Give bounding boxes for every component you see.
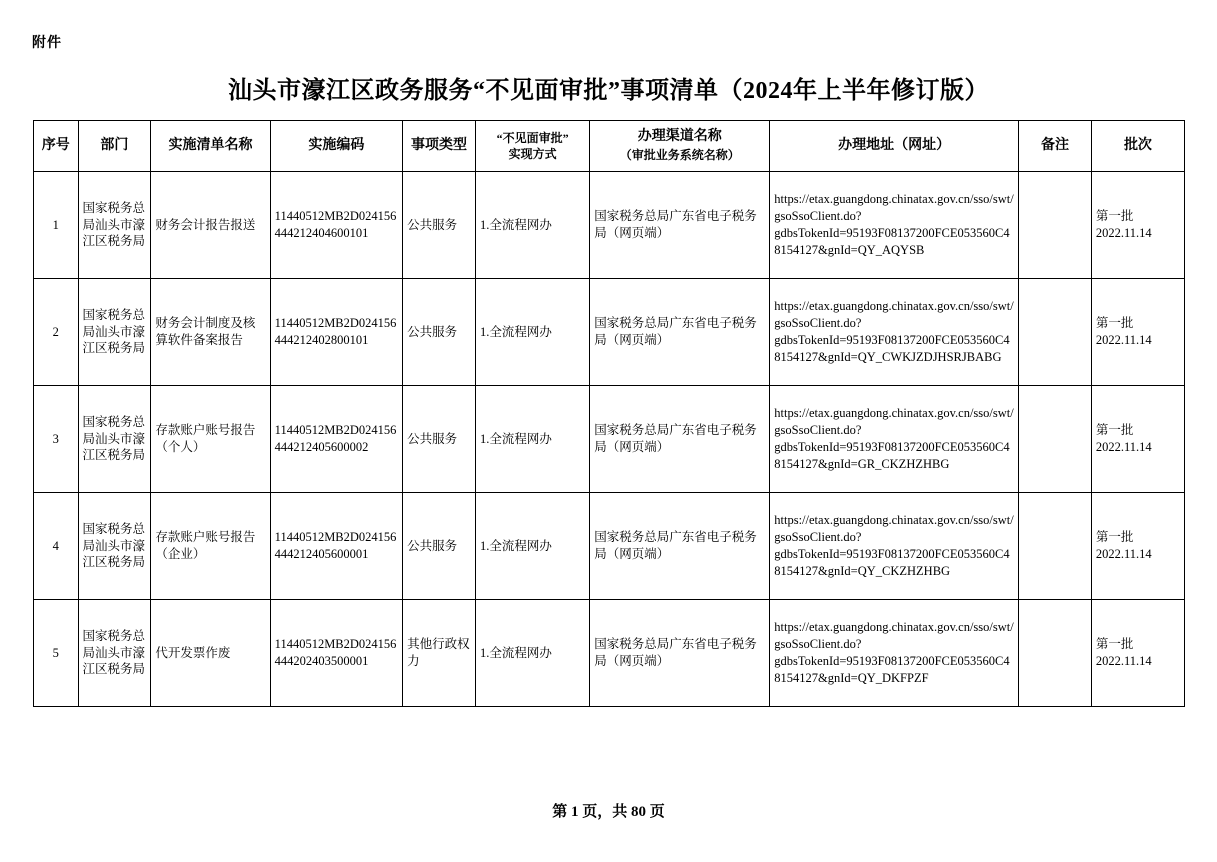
header-channel-line2: （审批业务系统名称） xyxy=(619,148,740,163)
cell-code: 11440512MB2D024156444202403500001 xyxy=(270,600,402,707)
cell-batch-line1: 第一批 xyxy=(1095,423,1134,438)
cell-channel: 国家税务总局广东省电子税务局（网页端） xyxy=(590,172,770,279)
header-way-line2: 实现方式 xyxy=(508,147,557,161)
header-channel xyxy=(590,121,770,172)
cell-dept: 国家税务总局汕头市濠江区税务局 xyxy=(78,386,151,493)
cell-code: 11440512MB2D024156444212404600101 xyxy=(270,172,402,279)
header-remark: 备注 xyxy=(1019,121,1092,172)
header-batch: 批次 xyxy=(1091,121,1184,172)
header-way-line1: “不见面审批” xyxy=(496,130,569,145)
cell-batch-line2: 2022.11.14 xyxy=(1095,226,1152,240)
cell-batch-line1: 第一批 xyxy=(1095,637,1134,652)
cell-type: 公共服务 xyxy=(403,493,476,600)
cell-type: 公共服务 xyxy=(403,386,476,493)
cell-batch xyxy=(1091,172,1184,279)
cell-index: 4 xyxy=(34,493,79,600)
cell-code: 11440512MB2D024156444212405600001 xyxy=(270,493,402,600)
cell-channel: 国家税务总局广东省电子税务局（网页端） xyxy=(590,279,770,386)
table-header-row xyxy=(34,121,1185,172)
cell-code: 11440512MB2D024156444212402800101 xyxy=(270,279,402,386)
cell-name: 存款账户账号报告（企业） xyxy=(151,493,270,600)
cell-url: https://etax.guangdong.chinatax.gov.cn/sso/swt/gsoSsoClient.do?gdbsTokenId=95193F08137200FCE053560C48154127&gnId=QY_CWKJZDJHSRJBABG xyxy=(770,279,1019,386)
cell-way: 1.全流程网办 xyxy=(475,493,589,600)
header-way xyxy=(475,121,589,172)
table-row xyxy=(34,493,1185,600)
cell-name: 代开发票作废 xyxy=(151,600,270,707)
cell-remark xyxy=(1019,600,1092,707)
cell-batch-line1: 第一批 xyxy=(1095,209,1134,224)
cell-index: 5 xyxy=(34,600,79,707)
page-footer: 第 1 页，共 80 页 xyxy=(552,804,665,820)
page-title: 汕头市濠江区政务服务“不见面审批”事项清单（2024年上半年修订版） xyxy=(228,78,989,104)
cell-dept: 国家税务总局汕头市濠江区税务局 xyxy=(78,172,151,279)
cell-name: 存款账户账号报告（个人） xyxy=(151,386,270,493)
header-dept: 部门 xyxy=(78,121,151,172)
cell-dept: 国家税务总局汕头市濠江区税务局 xyxy=(78,600,151,707)
header-code: 实施编码 xyxy=(270,121,402,172)
cell-channel: 国家税务总局广东省电子税务局（网页端） xyxy=(590,386,770,493)
header-channel-line1: 办理渠道名称 xyxy=(637,129,722,145)
cell-index: 2 xyxy=(34,279,79,386)
cell-batch xyxy=(1091,600,1184,707)
cell-url: https://etax.guangdong.chinatax.gov.cn/sso/swt/gsoSsoClient.do?gdbsTokenId=95193F08137200FCE053560C48154127&gnId=QY_AQYSB xyxy=(770,172,1019,279)
cell-way: 1.全流程网办 xyxy=(475,386,589,493)
cell-url: https://etax.guangdong.chinatax.gov.cn/sso/swt/gsoSsoClient.do?gdbsTokenId=95193F08137200FCE053560C48154127&gnId=QY_DKFPZF xyxy=(770,600,1019,707)
cell-name: 财务会计制度及核算软件备案报告 xyxy=(151,279,270,386)
cell-way: 1.全流程网办 xyxy=(475,600,589,707)
cell-url: https://etax.guangdong.chinatax.gov.cn/sso/swt/gsoSsoClient.do?gdbsTokenId=95193F08137200FCE053560C48154127&gnId=GR_CKZHZHBG xyxy=(770,386,1019,493)
cell-channel: 国家税务总局广东省电子税务局（网页端） xyxy=(590,493,770,600)
cell-batch-line2: 2022.11.14 xyxy=(1095,654,1152,668)
cell-remark xyxy=(1019,172,1092,279)
cell-batch xyxy=(1091,493,1184,600)
cell-batch-line2: 2022.11.14 xyxy=(1095,333,1152,347)
header-url: 办理地址（网址） xyxy=(770,121,1019,172)
cell-type: 其他行政权力 xyxy=(403,600,476,707)
cell-type: 公共服务 xyxy=(403,172,476,279)
cell-batch-line2: 2022.11.14 xyxy=(1095,547,1152,561)
table-row xyxy=(34,386,1185,493)
cell-way: 1.全流程网办 xyxy=(475,279,589,386)
cell-batch xyxy=(1091,386,1184,493)
cell-batch xyxy=(1091,279,1184,386)
cell-way: 1.全流程网办 xyxy=(475,172,589,279)
cell-remark xyxy=(1019,386,1092,493)
cell-remark xyxy=(1019,279,1092,386)
header-index: 序号 xyxy=(34,121,79,172)
cell-remark xyxy=(1019,493,1092,600)
cell-name: 财务会计报告报送 xyxy=(151,172,270,279)
table-row xyxy=(34,279,1185,386)
cell-batch-line2: 2022.11.14 xyxy=(1095,440,1152,454)
table-row xyxy=(34,600,1185,707)
table-row xyxy=(34,172,1185,279)
cell-type: 公共服务 xyxy=(403,279,476,386)
cell-dept: 国家税务总局汕头市濠江区税务局 xyxy=(78,493,151,600)
cell-code: 11440512MB2D024156444212405600002 xyxy=(270,386,402,493)
cell-batch-line1: 第一批 xyxy=(1095,530,1134,545)
items-table xyxy=(33,120,1185,707)
header-type: 事项类型 xyxy=(403,121,476,172)
cell-dept: 国家税务总局汕头市濠江区税务局 xyxy=(78,279,151,386)
attachment-label: 附件 xyxy=(32,34,62,50)
cell-url: https://etax.guangdong.chinatax.gov.cn/sso/swt/gsoSsoClient.do?gdbsTokenId=95193F08137200FCE053560C48154127&gnId=QY_CKZHZHBG xyxy=(770,493,1019,600)
cell-index: 1 xyxy=(34,172,79,279)
cell-channel: 国家税务总局广东省电子税务局（网页端） xyxy=(590,600,770,707)
cell-batch-line1: 第一批 xyxy=(1095,316,1134,331)
cell-index: 3 xyxy=(34,386,79,493)
header-name: 实施清单名称 xyxy=(151,121,270,172)
